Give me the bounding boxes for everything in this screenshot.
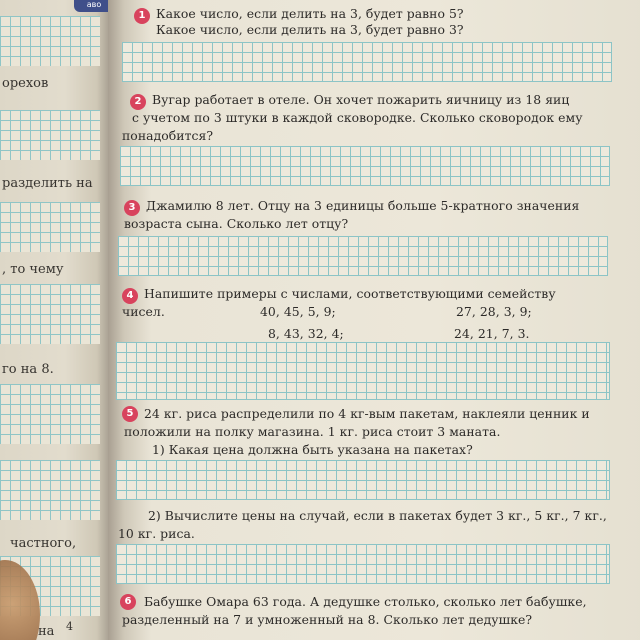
- left-page: [0, 0, 118, 640]
- task-3-text-line-1: Джамилю 8 лет. Отцу на 3 единицы больше 5-кратного значения: [146, 198, 580, 213]
- left-answer-grid: [0, 284, 100, 344]
- left-fragment: разделить на: [2, 176, 93, 191]
- task-5-sub-question-2: 2) Вычислите цены на случай, если в пакетах будет 3 кг., 5 кг., 7 кг.,: [148, 508, 607, 523]
- task-5-answer-grid-2[interactable]: [116, 544, 610, 584]
- task-5-text-line-2: положили на полку магазина. 1 кг. риса стоит 3 маната.: [124, 424, 501, 439]
- task-5-sub-question-1: 1) Какая цена должна быть указана на пакетах?: [152, 442, 473, 457]
- task-1-text-line-1: Какое число, если делить на 3, будет равно 5?: [156, 6, 464, 21]
- left-fragment: , то чему: [2, 262, 64, 277]
- task-5-answer-grid-1[interactable]: [116, 460, 610, 500]
- left-answer-grid: [0, 110, 100, 160]
- task-4-text-line-1: Напишите примеры с числами, соответствующими семейству: [144, 286, 556, 301]
- left-answer-grid: [0, 16, 100, 66]
- number-family: 40, 45, 5, 9;: [260, 304, 336, 319]
- number-family: 27, 28, 3, 9;: [456, 304, 532, 319]
- page-number: 4: [66, 620, 73, 633]
- left-fragment: на: [38, 624, 55, 639]
- task-4-text-line-2: чисел.: [122, 304, 165, 319]
- task-3-text-line-2: возраста сына. Сколько лет отцу?: [124, 216, 349, 231]
- task-number-marker: 1: [134, 8, 150, 24]
- task-5-sub-question-2-cont: 10 кг. риса.: [118, 526, 195, 541]
- left-fragment: частного,: [10, 536, 77, 551]
- number-family: 8, 43, 32, 4;: [268, 326, 344, 341]
- task-number-marker: 6: [120, 594, 136, 610]
- task-2-text-line-3: понадобится?: [122, 128, 214, 143]
- task-4-answer-grid[interactable]: [116, 342, 610, 400]
- task-5-text-line-1: 24 кг. риса распределили по 4 кг-вым пакетам, наклеяли ценник и: [144, 406, 590, 421]
- left-fragment: орехов: [2, 76, 49, 91]
- number-family: 24, 21, 7, 3.: [454, 326, 530, 341]
- task-number-marker: 3: [124, 200, 140, 216]
- task-2-text-line-1: Вугар работает в отеле. Он хочет пожарить яичницу из 18 яиц: [152, 92, 570, 107]
- task-6-text-line-1: Бабушке Омара 63 года. А дедушке столько, сколько лет бабушке,: [144, 594, 587, 609]
- left-answer-grid: [0, 384, 100, 444]
- left-answer-grid: [0, 460, 100, 520]
- task-2-text-line-2: с учетом по 3 штуки в каждой сковородке. Сколько сковородок ему: [132, 110, 583, 125]
- top-badge: аво: [74, 0, 114, 12]
- left-fragment: го на 8.: [2, 362, 54, 377]
- task-number-marker: 5: [122, 406, 138, 422]
- task-1-answer-grid[interactable]: [122, 42, 612, 82]
- task-number-marker: 4: [122, 288, 138, 304]
- task-number-marker: 2: [130, 94, 146, 110]
- task-6-text-line-2: разделенный на 7 и умноженный на 8. Сколько лет дедушке?: [122, 612, 533, 627]
- task-3-answer-grid[interactable]: [118, 236, 608, 276]
- left-answer-grid: [0, 202, 100, 252]
- task-1-text-line-2: Какое число, если делить на 3, будет равно 3?: [156, 22, 464, 37]
- task-2-answer-grid[interactable]: [120, 146, 610, 186]
